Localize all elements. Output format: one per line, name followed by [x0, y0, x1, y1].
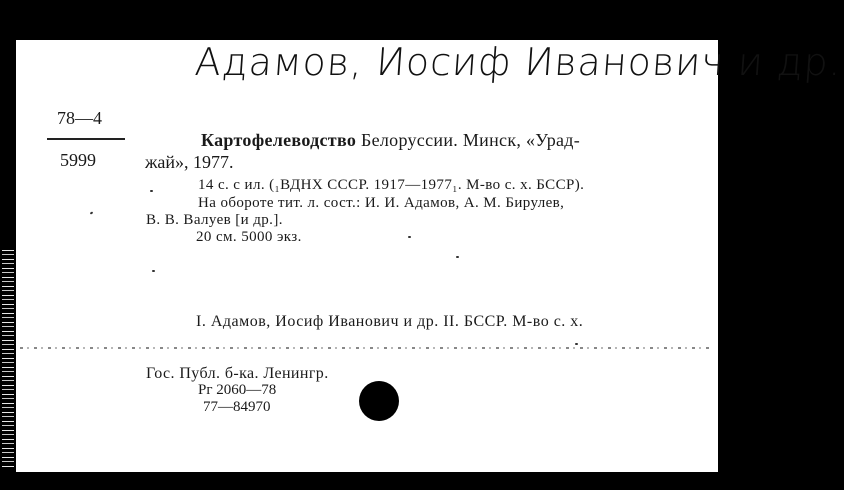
collation-line-3: В. В. Валуев [и др.]. — [146, 212, 283, 228]
scan-speck — [408, 236, 411, 238]
scan-edge-noise — [2, 250, 14, 470]
title-line — [201, 130, 580, 151]
dotted-separator — [20, 347, 710, 349]
scan-speck — [575, 343, 578, 345]
collation-line-1: 14 с. с ил. (₁ВДНХ СССР. 1917—1977₁. М-во с. х. БССР). — [198, 177, 585, 193]
collation-line-2: На обороте тит. л. сост.: И. И. Адамов, А. М. Бирулев, — [198, 195, 565, 211]
title-rest: Белоруссии. Минск, «Урад- — [356, 130, 581, 150]
call-number-bottom: 5999 — [60, 150, 96, 170]
handwritten-author-heading: Адамов, Иосиф Иванович и др. — [193, 40, 844, 84]
library-line-3: 77—84970 — [203, 399, 271, 415]
collation-line-4: 20 см. 5000 экз. — [196, 229, 302, 245]
call-number-top: 78—4 — [57, 108, 102, 128]
scan-left-edge — [0, 0, 16, 490]
library-line-1: Гос. Публ. б-ка. Ленингр. — [146, 365, 329, 382]
scan-speck — [456, 256, 459, 258]
title-main: Картофелеводство — [201, 130, 357, 150]
tracings-line: I. Адамов, Иосиф Иванович и др. II. БССР. М-во с. х. — [196, 313, 584, 330]
call-number-divider — [47, 138, 125, 140]
library-line-2: Рг 2060—78 — [198, 382, 277, 398]
scan-speck — [152, 270, 155, 272]
punch-hole — [359, 381, 399, 421]
publication-line: жай», 1977. — [145, 152, 234, 172]
scan-speck — [150, 190, 153, 192]
